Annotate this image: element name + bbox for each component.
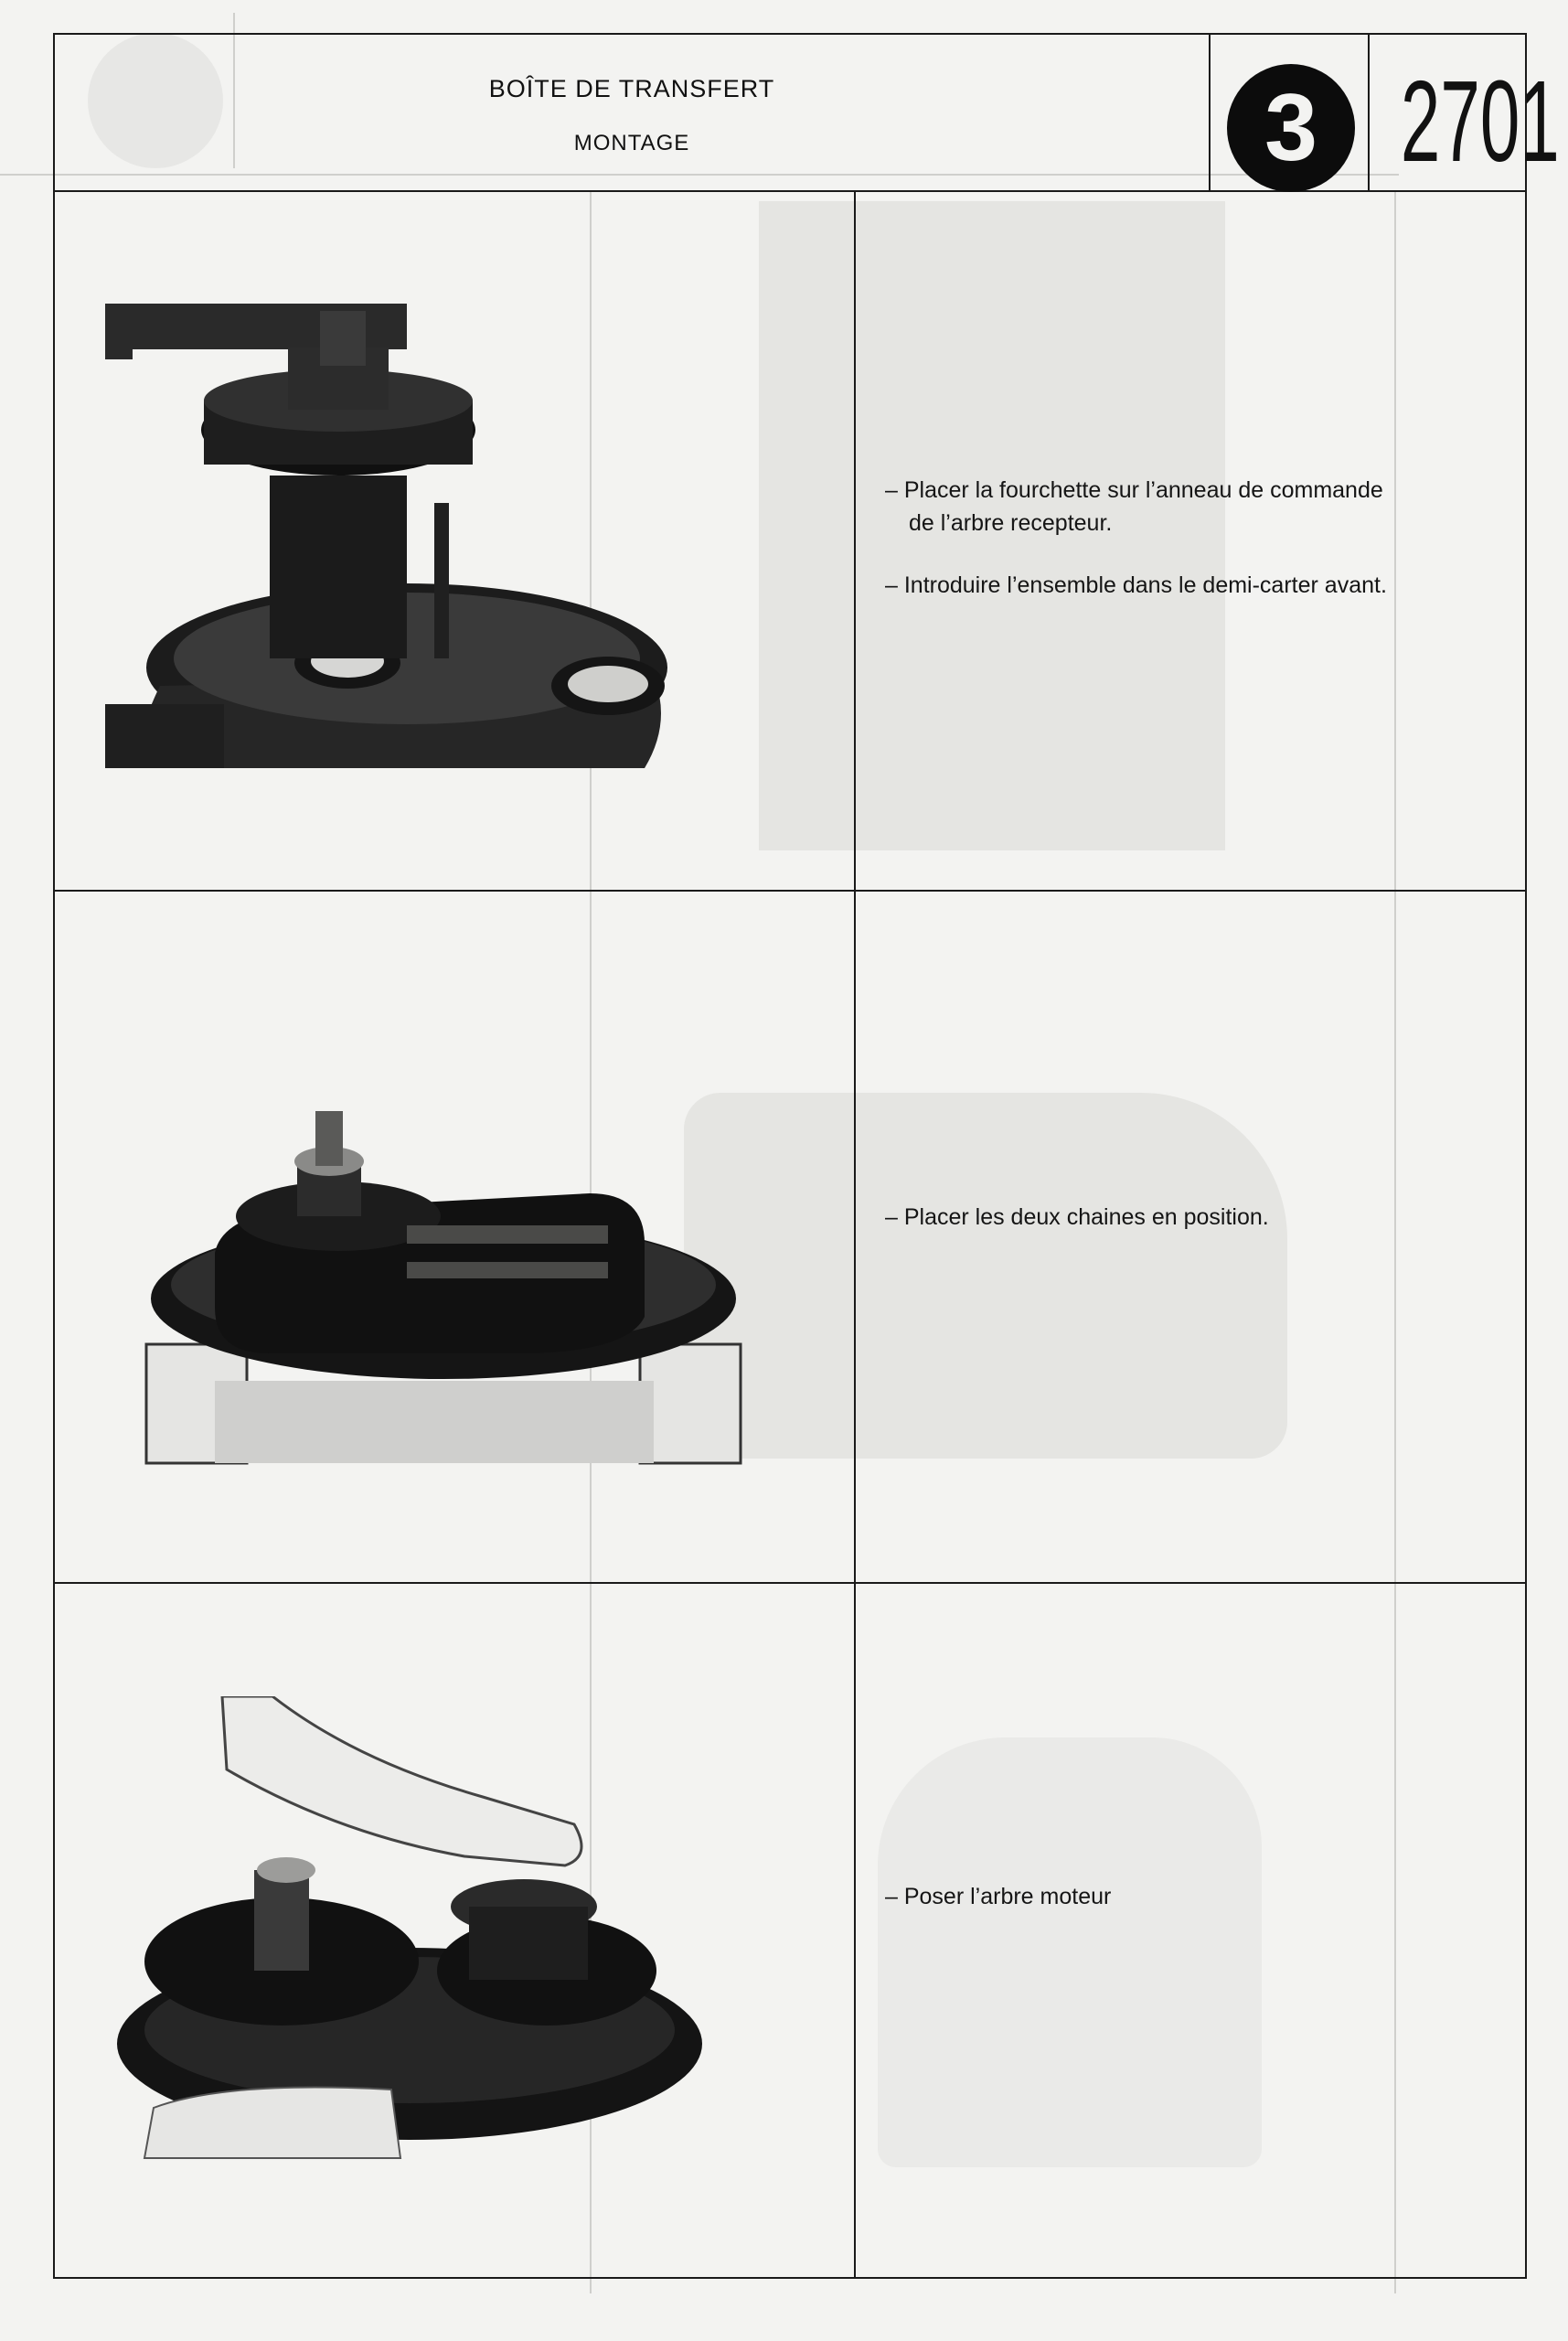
page-subtitle: MONTAGE [573, 131, 690, 155]
page-title: BOÎTE DE TRANSFERT [488, 75, 775, 102]
step-1-line-2: de l’arbre recepteur. [909, 510, 1113, 536]
row-divider-1 [53, 890, 1525, 892]
step-2-line-1: – Placer les deux chaines en position. [885, 1204, 1269, 1230]
chains-on-sprockets-photo [133, 1106, 745, 1472]
step-1-line-1: – Placer la fourchette sur l’anneau de commande [885, 477, 1383, 503]
header-badge-divider [1209, 33, 1211, 192]
step-1-line-3: – Introduire l’ensemble dans le demi-carter avant. [885, 572, 1387, 598]
step-3-line-1: – Poser l’arbre moteur [885, 1884, 1112, 1909]
hand-fitting-drive-shaft-photo [117, 1696, 757, 2163]
page-code: 2701 [1400, 57, 1560, 186]
column-divider [854, 190, 856, 2277]
gear-assembly-in-half-case-photo [105, 293, 782, 786]
header-code-divider [1368, 33, 1370, 192]
row-divider-2 [53, 1582, 1525, 1584]
section-number-badge: 3 [1227, 64, 1355, 192]
